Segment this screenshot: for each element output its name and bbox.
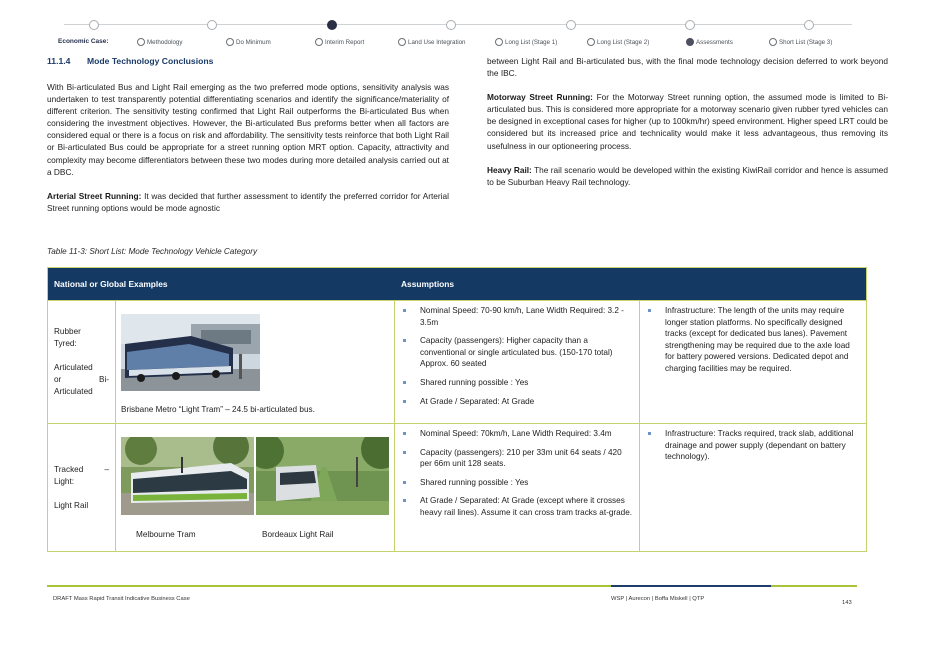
example-image-cell	[116, 424, 395, 551]
stage-label: Do Minimum	[236, 38, 271, 46]
stage-assessments[interactable]	[686, 38, 733, 46]
label-word: Bi-	[98, 375, 109, 384]
list-item: Infrastructure: Tracks required, track slab, additional drainage and power supply (dependant on battery technology).	[644, 428, 860, 463]
section-title: Mode Technology Conclusions	[87, 56, 214, 66]
image-caption: Melbourne Tram	[136, 530, 196, 539]
list-item: Capacity (passengers): Higher capacity than a conventional or single articulated bus. (150-170 total) Approx. 60 seated	[399, 335, 633, 370]
list-item: Capacity (passengers): 210 per 33m unit 64 seats / 420 per 66m unit 128 seats.	[399, 447, 633, 470]
table-row	[48, 423, 866, 551]
stage-label: Long List (Stage 2)	[597, 38, 650, 46]
image-caption: Bordeaux Light Rail	[262, 530, 334, 539]
stage-short-list-3[interactable]	[769, 38, 832, 46]
header-examples: National or Global Examples	[54, 279, 168, 289]
paragraph	[487, 91, 888, 151]
paragraph-heading: Motorway Street Running:	[487, 92, 593, 103]
assumptions-cell	[395, 424, 640, 551]
right-text-column	[487, 55, 888, 200]
stage-circle-icon	[315, 38, 323, 46]
tracker-node	[89, 20, 99, 30]
label-line: Rubber	[54, 327, 81, 336]
brisbane-metro-photo	[121, 314, 260, 391]
stage-label: Short List (Stage 3)	[779, 38, 833, 46]
list-item: Infrastructure: The length of the units may require longer station platforms. No specifically designed tracks (except for dedicated bus lanes). Pavement strengthening may be required due to the axle load for battery powered versions. Dedicated depot and charging facilities may be required.	[644, 305, 860, 375]
stage-circle-icon	[226, 38, 234, 46]
tracker-node	[207, 20, 217, 30]
list-item: Nominal Speed: 70-90 km/h, Lane Width Required: 3.2 - 3.5m	[399, 305, 633, 328]
tracker-node	[446, 20, 456, 30]
label-line: Tyred:	[54, 339, 77, 348]
infrastructure-cell	[640, 301, 866, 423]
infrastructure-list	[644, 428, 860, 463]
paragraph: With Bi-articulated Bus and Light Rail emerging as the two preferred mode options, sensitivity analysis was undertaken to test transparently potential differentiating scenarios and identify the significance/materiality of different criterion. The sensitivity testing confirmed that Light Rail outperforms the Bi-articulated Bus when considering the investment objectives. However, the Bi-articulated Bus preforms better when all factors are considered equal or there is a focus on risk and affordability. The sensitivity tests reinforce that both Light Rail or Bi-articulated Bus could be appropriate for a street running option MRT option. Capacity, attractivity and complexity may become differentiators between these two modes during more detailed analysis carried out at a DBC.	[47, 82, 449, 177]
paragraph	[47, 190, 449, 214]
list-item: Nominal Speed: 70km/h, Lane Width Required: 3.4m	[399, 428, 633, 440]
tracker-node	[566, 20, 576, 30]
label-line: Articulated	[54, 387, 93, 396]
paragraph: between Light Rail and Bi-articulated bus, with the final mode technology decision deferred to work beyond the IBC.	[487, 56, 888, 79]
stage-circle-icon	[398, 38, 406, 46]
label-line	[54, 374, 109, 386]
stage-circle-icon	[587, 38, 595, 46]
label-word: or	[54, 375, 62, 384]
stage-methodology[interactable]	[137, 38, 182, 46]
stage-label: Interim Report	[325, 38, 365, 46]
label-line: Light:	[54, 476, 75, 486]
stage-do-minimum[interactable]	[226, 38, 271, 46]
infrastructure-list	[644, 305, 860, 375]
stage-label: Assessments	[696, 38, 733, 46]
stage-circle-icon	[769, 38, 777, 46]
header-assumptions: Assumptions	[401, 279, 455, 289]
paragraph-text: The rail scenario would be developed within the existing KiwiRail corridor and hence is assumed to be Suburban Heavy Rail technology.	[487, 164, 889, 187]
stage-circle-icon	[137, 38, 145, 46]
economic-case-label: Economic Case:	[58, 38, 109, 45]
footer-rule-accent	[611, 585, 771, 587]
stage-label: Methodology	[147, 38, 183, 46]
table-caption: Table 11-3: Short List: Mode Technology Vehicle Category	[47, 247, 258, 256]
stage-land-use-integration[interactable]	[398, 38, 465, 46]
section-heading	[47, 56, 213, 66]
list-item: Shared running possible : Yes	[399, 377, 633, 389]
assumptions-list	[399, 428, 633, 519]
paragraph-heading: Heavy Rail:	[487, 164, 532, 175]
list-item: At Grade / Separated: At Grade	[399, 396, 633, 408]
stage-circle-filled-icon	[686, 38, 694, 46]
list-item: Shared running possible : Yes	[399, 477, 633, 489]
footer-rule	[771, 585, 857, 587]
footer-document-title: DRAFT Mass Rapid Transit Indicative Business Case	[53, 596, 190, 602]
label-line: Light Rail	[54, 500, 89, 510]
assumptions-cell	[395, 301, 640, 423]
mode-technology-table	[47, 267, 867, 552]
assumptions-list	[399, 305, 633, 407]
list-item: At Grade / Separated: At Grade (except where it crosses heavy rail lines). Assume it can cross tram tracks at-grade.	[399, 495, 633, 518]
label-word: –	[104, 464, 109, 474]
bordeaux-light-rail-photo	[256, 437, 389, 515]
row-category-label	[48, 424, 116, 551]
paragraph-text: It was decided that further assessment to identify the preferred corridor for Arterial Street running options would be mode agnostic	[47, 190, 449, 213]
paragraph	[487, 164, 888, 188]
image-caption: Brisbane Metro “Light Tram” – 24.5 bi-articulated bus.	[121, 405, 315, 414]
stage-circle-icon	[495, 38, 503, 46]
infrastructure-cell	[640, 424, 866, 551]
progress-tracker-line	[64, 24, 852, 25]
paragraph-text: For the Motorway Street running option, the assumed mode is limited to Bi-articulated bus. This is considered more appropriate for a motorway scenario given rubber tyred vehicles can be designed in exceptional cases for higher (up to 100km/hr) speed environment. Higher speed LRT could be considered but its increased price and technicality would make it less advantageous, thus removing its usefulness in our optioneering process.	[487, 92, 888, 151]
section-number: 11.1.4	[47, 56, 71, 66]
melbourne-tram-photo	[121, 437, 254, 515]
label-line	[54, 464, 109, 476]
stage-long-list-1[interactable]	[495, 38, 557, 46]
page-number: 143	[842, 600, 852, 606]
stage-long-list-2[interactable]	[587, 38, 649, 46]
example-image-cell	[116, 301, 395, 423]
stage-label: Land Use Integration	[408, 38, 466, 46]
label-word: Tracked	[54, 464, 84, 474]
label-line: Articulated	[54, 363, 93, 372]
paragraph-heading: Arterial Street Running:	[47, 190, 142, 201]
footer-authors: WSP | Aurecon | Boffa Miskell | QTP	[611, 596, 705, 602]
table-row	[48, 300, 866, 423]
stage-label: Long List (Stage 1)	[505, 38, 558, 46]
row-category-label	[48, 301, 116, 423]
left-text-column	[47, 81, 449, 226]
tracker-node-current	[327, 20, 337, 30]
stage-interim-report[interactable]	[315, 38, 364, 46]
table-header	[48, 268, 866, 300]
tracker-node	[804, 20, 814, 30]
tracker-node	[685, 20, 695, 30]
